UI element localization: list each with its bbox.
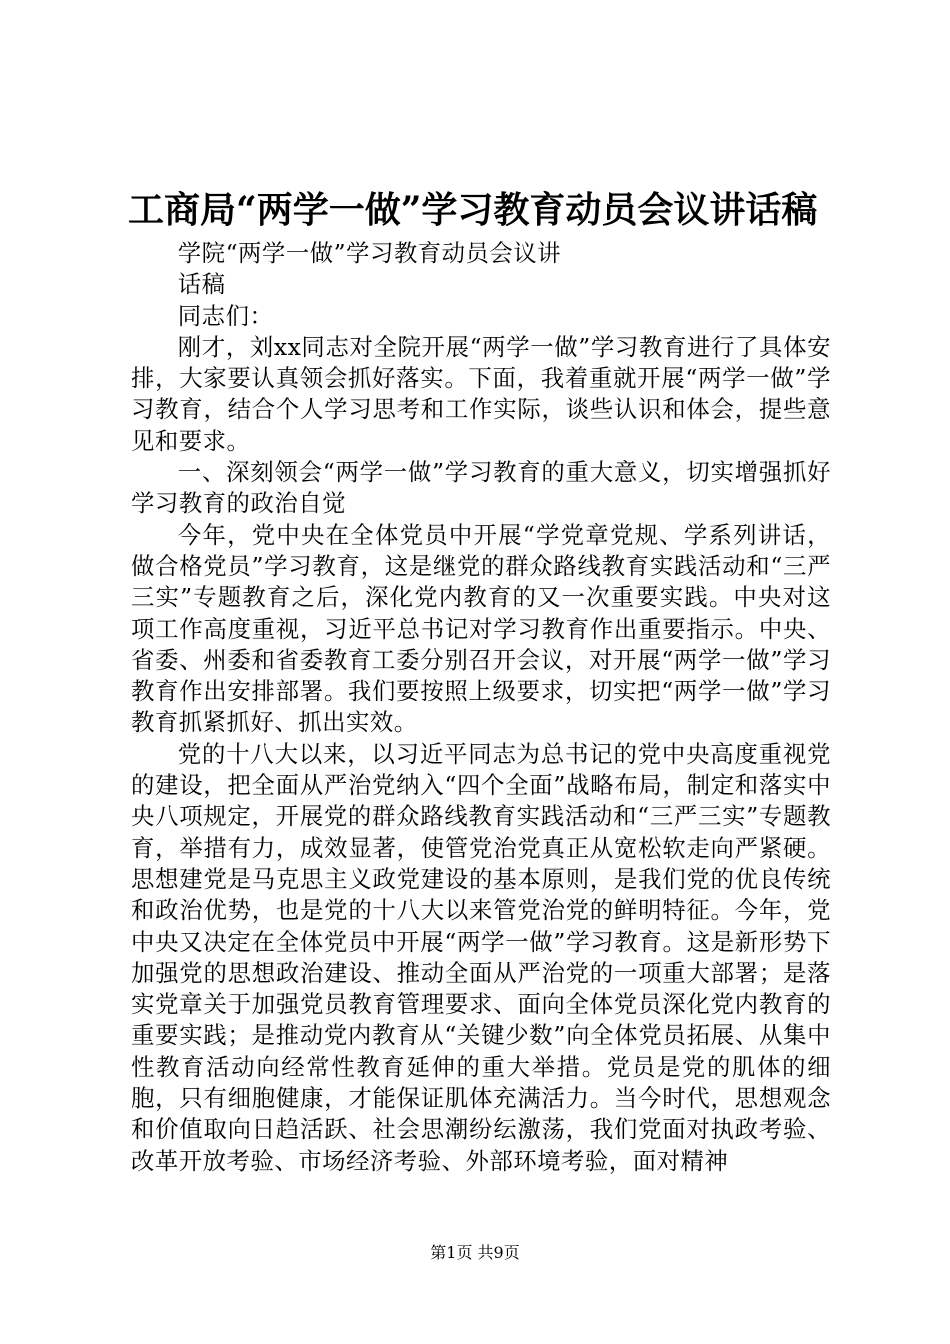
document-title: 工商局“两学一做”学习教育动员会议讲话稿 [128,189,818,231]
subtitle-line-1: 学院“两学一做”学习教育动员会议讲 [177,239,562,267]
page-number-footer: 第1页 共9页 [430,1243,520,1262]
paragraph-eighteenth-congress: 党的十八大以来，以习近平同志为总书记的党中央高度重视党的建设，把全面从严治党纳入“四个全面”战略布局，制定和落实中央八项规定，开展党的群众路线教育实践活动和“三严三实”专题教育，举措有力，成效显著，使管党治党真正从宽松软走向严紧硬。思想建党是马克思主义政党建设的基本原则，是我们党的优良传统和政治优势，也是党的十八大以来管党治党的鲜明特征。今年，党中央又决定在全体党员中开展“两学一做”学习教育。这是新形势下加强党的思想政治建设、推动全面从严治党的一项重大部署；是落实党章关于加强党员教育管理要求、面向全体党员深化党内教育的重要实践；是推动党内教育从“关键少数”向全体党员拓展、从集中性教育活动向经常性教育延伸的重大举措。党员是党的肌体的细胞，只有细胞健康，才能保证肌体充满活力。当今时代，思想观念和价值取向日趋活跃、社会思潮纷纭激荡，我们党面对执政考验、改革开放考验、市场经济考验、外部环境考验，面对精神 [131,739,831,1175]
paragraph-this-year: 今年，党中央在全体党员中开展“学党章党规、学系列讲话，做合格党员”学习教育，这是继党的群众路线教育实践活动和“三严三实”专题教育之后，深化党内教育的又一次重要实践。中央对这项工作高度重视，习近平总书记对学习教育作出重要指示。中央、省委、州委和省委教育工委分别召开会议，对开展“两学一做”学习教育作出安排部署。我们要按照上级要求，切实把“两学一做”学习教育抓紧抓好、抓出实效。 [131,520,831,737]
salutation: 同志们： [177,301,274,330]
section-heading-1: 一、深刻领会“两学一做”学习教育的重大意义，切实增强抓好学习教育的政治自觉 [131,458,831,518]
document-body [131,238,831,1177]
paragraph-intro: 刚才，刘xx同志对全院开展“两学一做”学习教育进行了具体安排，大家要认真领会抓好落实。下面，我着重就开展“两学一做”学习教育，结合个人学习思考和工作实际，谈些认识和体会，提些意见和要求。 [131,332,831,455]
subtitle-line-2: 话稿 [177,270,226,299]
